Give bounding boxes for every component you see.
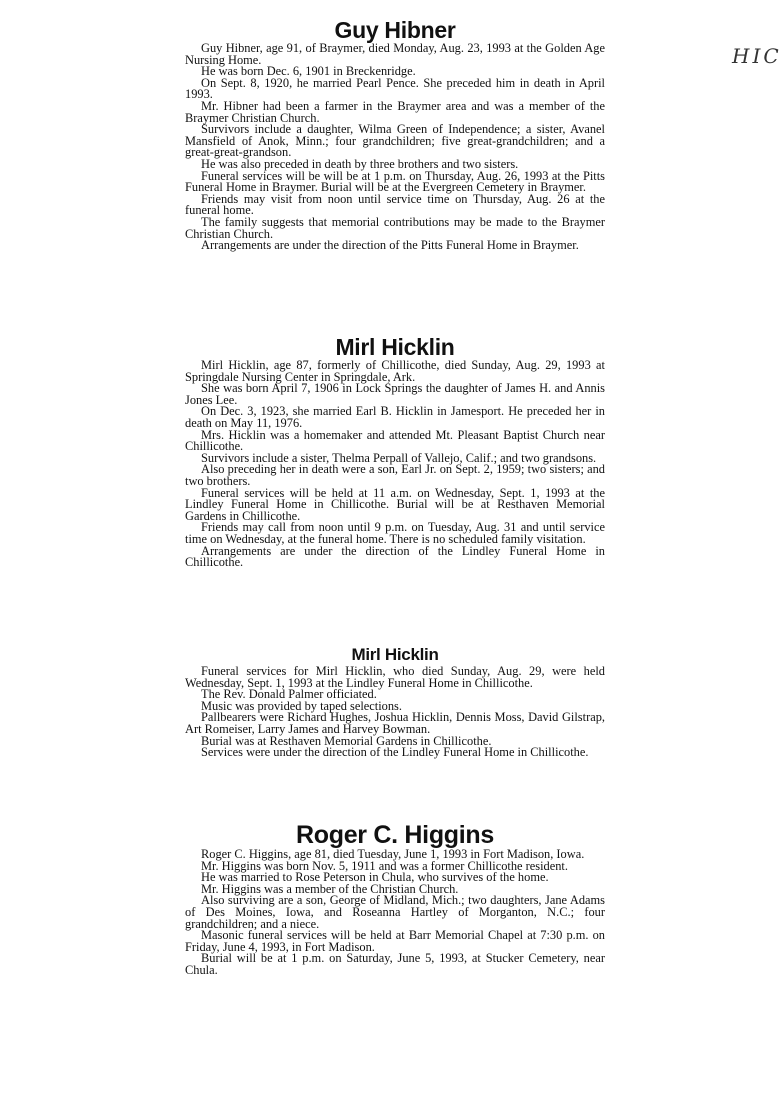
paragraph: Roger C. Higgins, age 81, died Tuesday, June 1, 1993 in Fort Madison, Iowa. bbox=[201, 847, 585, 861]
paragraph: She was born April 7, 1906 in Lock Springs the daughter of James H. and Annis Jones Lee. bbox=[185, 381, 605, 407]
obituary-title: Guy Hibner bbox=[334, 17, 456, 43]
paragraph: He was married to Rose Peterson in Chula, who survives of the home. bbox=[201, 870, 549, 885]
obituary-title: Mirl Hicklin bbox=[351, 645, 439, 664]
obituary-body bbox=[185, 43, 605, 252]
paragraph: Funeral services will be will be at 1 p.m. on Thursday, Aug. 26, 1993 at the Pitts Funeral Home in Braymer. Burial will be at the Evergreen Cemetery in Braymer. bbox=[185, 168, 605, 195]
obituary-roger-higgins bbox=[185, 821, 605, 977]
paragraph: Survivors include a daughter, Wilma Green of Independence; a sister, Avanel Mansfield of Anok, Minn.; four grandchildren; five great-grandchildren; and a great-great-grandson. bbox=[185, 122, 605, 160]
paragraph: Also surviving are a son, George of Midland, Mich.; two daughters, Jane Adams of Des Moines, Iowa, and Roseanna Hartley of Morganton, N.C.; four grandchildren; and a niece. bbox=[185, 893, 605, 931]
paragraph: Pallbearers were Richard Hughes, Joshua Hicklin, Dennis Moss, David Gilstrap, Art Romeiser, Larry James and Harvey Bowman. bbox=[185, 710, 605, 736]
paragraph: Burial was at Resthaven Memorial Gardens in Chillicothe. bbox=[201, 733, 492, 748]
paragraph: He was born Dec. 6, 1901 in Breckenridge. bbox=[201, 64, 416, 79]
obituary-body bbox=[185, 360, 605, 569]
paragraph: Music was provided by taped selections. bbox=[201, 698, 402, 713]
paragraph: Mr. Higgins was born Nov. 5, 1911 and was a former Chillicothe resident. bbox=[201, 858, 568, 873]
paragraph: Survivors include a sister, Thelma Perpall of Vallejo, Calif.; and two grandsons. bbox=[201, 450, 597, 465]
paragraph: Masonic funeral services will be held at Barr Memorial Chapel at 7:30 p.m. on Friday, June 4, 1993, in Fort Madison. bbox=[185, 928, 605, 954]
paragraph: Friends may visit from noon until service time on Thursday, Aug. 26 at the funeral home. bbox=[185, 191, 605, 218]
paragraph: Mrs. Hicklin was a homemaker and attended Mt. Pleasant Baptist Church near Chillicothe. bbox=[185, 427, 605, 454]
paragraph: Also preceding her in death were a son, Earl Jr. on Sept. 2, 1959; two sisters; and two brothers. bbox=[185, 462, 605, 488]
paragraph: Funeral services for Mirl Hicklin, who died Sunday, Aug. 29, were held Wednesday, Sept. 1, 1993 at the Lindley Funeral Home in Chillicothe. bbox=[185, 664, 605, 690]
obituary-mirl-hicklin bbox=[185, 334, 605, 569]
paragraph: Mirl Hicklin, age 87, formerly of Chillicothe, died Sunday, Aug. 29, 1993 at Springdale Nursing Center in Springdale, Ark. bbox=[185, 358, 605, 384]
obituary-title: Roger C. Higgins bbox=[296, 821, 494, 849]
paragraph: Arrangements are under the direction of the Lindley Funeral Home in Chillicothe. bbox=[185, 543, 605, 570]
paragraph: Mr. Hibner had been a farmer in the Braymer area and was a member of the Braymer Christian Church. bbox=[185, 98, 605, 125]
funeral-notice-mirl-hicklin bbox=[185, 644, 605, 759]
paragraph: Arrangements are under the direction of the Pitts Funeral Home in Braymer. bbox=[201, 238, 579, 253]
paragraph: Friends may call from noon until 9 p.m. on Tuesday, Aug. 31 and until service time on Wednesday, at the funeral home. There is no scheduled family visitation. bbox=[185, 520, 605, 546]
paragraph: Mr. Higgins was a member of the Christian Church. bbox=[201, 881, 459, 896]
paragraph: On Dec. 3, 1923, she married Earl B. Hicklin in Jamesport. He preceded her in death on May 11, 1976. bbox=[185, 404, 605, 430]
obituary-title: Mirl Hicklin bbox=[335, 334, 455, 360]
paragraph: On Sept. 8, 1920, he married Pearl Pence. She preceded him in death in April 1993. bbox=[185, 75, 605, 102]
paragraph: Funeral services will be held at 11 a.m. on Wednesday, Sept. 1, 1993 at the Lindley Funeral Home in Chillicothe. Burial will be at Resthaven Memorial Gardens in Chillicothe. bbox=[185, 485, 605, 523]
paragraph: He was also preceded in death by three brothers and two sisters. bbox=[201, 156, 519, 171]
handwritten-annotation: HIC bbox=[732, 44, 782, 68]
paragraph: The Rev. Donald Palmer officiated. bbox=[201, 687, 377, 702]
obituary-body bbox=[185, 666, 605, 759]
paragraph: Services were under the direction of the Lindley Funeral Home in Chillicothe. bbox=[201, 745, 589, 760]
obituary-body bbox=[185, 849, 605, 977]
paragraph: Guy Hibner, age 91, of Braymer, died Monday, Aug. 23, 1993 at the Golden Age Nursing Home. bbox=[185, 41, 605, 67]
paragraph: Burial will be at 1 p.m. on Saturday, June 5, 1993, at Stucker Cemetery, near Chula. bbox=[185, 951, 605, 977]
obituary-guy-hibner bbox=[185, 17, 605, 252]
paragraph: The family suggests that memorial contributions may be made to the Braymer Christian Church. bbox=[185, 214, 605, 241]
